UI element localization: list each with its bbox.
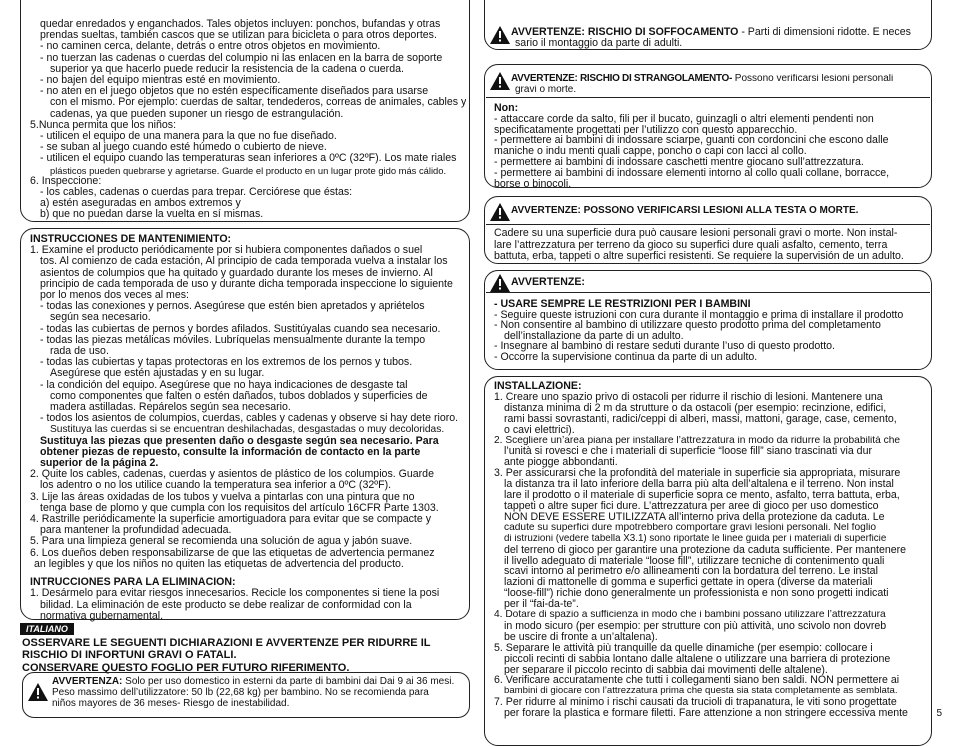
page-number: 5 [936, 708, 942, 719]
text-line: 2. Scegliere un’area piana per installare l’attrezzatura in modo da ridurre la probabilità che [494, 435, 901, 446]
text-line: lazioni di mattonelle di gomma e superfici gettate in opera (diverse da materiali [504, 577, 873, 589]
text-line: Sustituya las cuerdas si se encuentran deshilachadas, desgastadas o muy decoloridas. [50, 424, 445, 436]
warning-header-rule [486, 97, 930, 98]
text-line: - no tuerzan las cadenas o cuerdas del columpio ni las enlacen en la barra de soporte [40, 52, 443, 64]
text-line: per il “fai-da-te”. [504, 599, 579, 611]
text-line: tos. Al comienzo de cada estación, Al principio de cada temporada vuelva a instalar los [40, 256, 448, 268]
text-line: - no caminen cerca, delante, detrás o entre otros objetos en movimiento. [40, 41, 381, 53]
text-line: - utilicen el equipo de una manera para la que no fue diseñado. [40, 131, 337, 143]
text-line: - Non consentire al bambino di utilizzare questo prodotto prima del completamento [494, 320, 881, 331]
text-line: bilidad. La eliminación de este producto se debe realizar de conformidad con la [40, 599, 412, 611]
text-line: - utilicen el equipo cuando las temperaturas sean inferiores a 0ºC (32ºF). Los mate riales [40, 153, 457, 165]
text-line: bambini di giocare con l’attrezzatura prima che questa sia stata completamente as semblata. [504, 686, 898, 697]
text-line: borse o binocoli. [494, 178, 572, 190]
text-line: - Seguire queste istruzioni con cura durante il montaggio e prima di installare il prodotto [494, 309, 904, 321]
strangulation-list [494, 103, 928, 189]
text-line: 1. Examine el producto periódicamente por si hubiera componentes dañados o suel [30, 245, 423, 257]
text-line: per forare la plastica e formare filetti. Fare attenzione a non stringere eccessiva mente [504, 708, 908, 720]
text-line: - todas las conexiones y pernos. Asegúrese que estén bien apretados y apriételos [40, 301, 425, 313]
text-line: asientos de columpios que ha quitado y guardado durante los meses de invierno. Al [40, 267, 433, 279]
text-line: 6. Verificare accuratamente che tutti i collegamenti siano ben saldi. NON permettere ai [494, 675, 900, 687]
text-line: ante piogge abbondanti. [504, 457, 618, 469]
text-line: - todos los asientos de columpios, cuerdas, cables y cadenas y observe si hay dete rioro. [40, 413, 459, 425]
text-line: - todas las cubiertas y tapas protectoras en los extremos de los pernos y tubos. [40, 357, 413, 369]
text-line: superior ya que hacerlo puede reducir la resistencia de la cadena o cuerda. [50, 63, 404, 75]
text-line: Peso massimo dell’utilizzatore: 50 lb (22,68 kg) per bambino. No se recomienda para [52, 687, 429, 698]
text-line: distanza minima di 2 m da strutture o da ostacoli (per esempio: recinzione, edifici, [504, 402, 887, 414]
restraints-list [494, 299, 928, 363]
text-line: specificatamente progettati per l’utilizzo con questo apparecchio. [494, 124, 798, 136]
non-label: Non: [494, 103, 519, 114]
text-line: - Insegnare al bambino di restare seduti durante l’uso di questo prodotto. [494, 341, 835, 352]
text-line: 4. Dotare di spazio a sufficienza in modo che i bambini possano utilizzare l’attrezzatura [494, 610, 886, 621]
text-line: lare l’attrezzatura per terreno da gioco su superfici dure quali asfalto, cemento, terra [494, 239, 888, 251]
text-line: 3. Per assicurarsi che la profondità del materiale in superficie sia appropriata, misurare [494, 468, 901, 480]
restraints-subtitle: - USARE SEMPRE LE RESTRIZIONI PER I BAMBINI [494, 299, 751, 310]
head-injury-text [494, 228, 928, 263]
text-line: o cavi elettrici). [504, 424, 575, 436]
age-warning-title: AVVERTENZA: [52, 676, 123, 687]
text-line: la distanza tra il lato inferiore della barra più alta dell’altalena e il terreno. Non instal [504, 479, 894, 491]
warning-head-injury-title: AVVERTENZE: POSSONO VERIFICARSI LESIONI ALLA TESTA O MORTE. [511, 205, 859, 216]
text-line: - permettere ai bambini di indossare caschetti mentre giocano sull’attrezzatura. [494, 156, 864, 168]
text-line: por lo menos dos veces al mes: [40, 290, 189, 302]
text-line: dell’installazione da parte di un adulto. [504, 330, 684, 342]
maintenance-section [30, 234, 466, 622]
observe-block [22, 637, 468, 674]
warning-restraints [511, 277, 929, 288]
text-line: niños mayores de 36 meses- Riesgo de inestabilidad. [52, 698, 290, 709]
text-line: Cadere su una superficie dura può causare lesioni personali gravi o morte. Non instal- [494, 228, 898, 239]
warning-choking-title: AVVERTENZE: RISCHIO DI SOFFOCAMENTO [511, 27, 739, 38]
text-line: - la condición del equipo. Asegúrese que no haya indicaciones de desgaste tal [40, 379, 408, 391]
installation-title: INSTALLAZIONE: [494, 381, 582, 392]
text-line: maniche o indu menti quali cappe, poncho o capi con lacci al collo. [494, 146, 807, 157]
text-line: a) estén aseguradas en ambos extremos y [40, 198, 241, 210]
text-line: - no aten en el juego objetos que no estén específicamente diseñados para usarse [40, 86, 429, 98]
text-line: - los cables, cadenas o cuerdas para trepar. Cerciórese que éstas: [40, 187, 353, 199]
text-line: di istruzioni (vedere tabella X3.1) sono riportate le linee guida per i materiali di superficie [504, 533, 887, 544]
text-line: per separare il piccolo recinto di sabbia dai movimenti delle altalene). [504, 664, 828, 676]
text-line: - Occorre la supervisione continua da parte di un adulto. [494, 351, 758, 363]
warning-triangle-icon [490, 26, 510, 49]
text-line: Solo per uso domestico in esterni da parte di bambini dai Dai 9 ai 36 mesi. [122, 676, 455, 687]
text-line: cadute su superfici dure mpotrebbero comportare gravi lesioni personali. Nel foglio [504, 522, 877, 533]
text-line: - permettere ai bambini di indossare elementi intorno al collo quali collane, borracce, [494, 167, 890, 179]
warning-choking [511, 27, 929, 49]
text-line: superior de la página 2. [40, 458, 159, 470]
text-line: - todas las cubiertas de pernos y bordes afilados. Sustitúyalas cuando sea necesario. [40, 323, 441, 335]
text-line: in modo sicuro (per esempio: per strutture con più attività, uno scivolo non dovreb [504, 620, 887, 632]
text-line: “loose-fill”) richie dono generalmente un professionista e non sono progetti indicati [504, 588, 889, 600]
warning-header-rule [486, 292, 930, 293]
warning-strangulation [511, 74, 929, 95]
text-line: 1. Creare uno spazio privo di ostacoli per ridurre il rischio di lesioni. Mantenere una [494, 391, 883, 403]
text-line: como componentes que falten o estén dañados, tubos doblados y superficies de [50, 390, 428, 402]
text-line: los adentro o no los utilice cuando la temperatura sea inferior a 0ºC (32ºF). [40, 480, 392, 492]
text-line: RISCHIO DI INFORTUNI GRAVI O FATALI. [22, 649, 237, 662]
text-line: sario il montaggio da parte di adulti. [515, 38, 683, 50]
warning-head-injury [511, 205, 929, 216]
text-line: - permettere ai bambini di indossare sciarpe, guanti con cordoncini che escono dalle [494, 135, 889, 147]
text-line: - todas las piezas metálicas móviles. Lubríquelas mensualmente durante la tempo [40, 334, 426, 346]
text-line: 6. Los dueños deben responsabilizarse de que las etiquetas de advertencia permanez [30, 547, 435, 559]
text-line: Possono verificarsi lesioni personali [732, 74, 894, 84]
warning-strangulation-title: AVVERTENZE: RISCHIO DI STRANGOLAMENTO- [511, 74, 733, 84]
warning-triangle-icon [490, 203, 510, 226]
text-line: l’unità si rovesci e che i materiali di superficie “loose fill” siano trascinati via dur [504, 446, 872, 458]
age-warning-text [52, 676, 466, 709]
text-line: gravi o morte. [515, 84, 577, 95]
warning-triangle-icon [28, 683, 48, 706]
text-line: normativa gubernamental. [40, 610, 164, 622]
text-line: NON DEVE ESSERE UTILIZZATA all’interno priva della protezione da caduta. Le [504, 511, 885, 523]
text-line: piccoli recinti di sabbia lontano dalle altalene o utilizzare una barriera di protezione [504, 653, 891, 665]
elimination-title: INTRUCCIONES PARA LA ELIMINACIÓN: [30, 577, 236, 589]
text-line: 2. Quite los cables, cadenas, cuerdas y asientos de plástico de los columpios. Guarde [30, 469, 434, 481]
maintenance-title: INSTRUCCIONES DE MANTENIMIENTO: [30, 234, 232, 245]
text-line: b) que no puedan darse la vuelta en sí mismas. [40, 209, 264, 221]
text-line: OSSERVARE LE SEGUENTI DICHIARAZIONI E AVVERTENZE PER RIDURRE IL [22, 637, 431, 649]
text-line: - se suban al juego cuando esté húmedo o cubierto de nieve. [40, 142, 327, 154]
text-line: Asegúrese que estén ajustadas y en su lugar. [50, 368, 265, 380]
text-line: plásticos pueden quebrarse y agrietarse. Guarde el producto en un lugar prote gido más cálido. [50, 164, 447, 176]
warning-triangle-icon [490, 72, 510, 95]
text-line: 1. Desármelo para evitar riesgos innecesarios. Recicle los componentes si tiene la posi [30, 588, 440, 600]
text-line: CONSERVARE QUESTO FOGLIO PER FUTURO RIFERIMENTO. [22, 661, 350, 674]
text-line: 5. Separare le attività più tranquille da quelle dinamiche (per esempio: collocare i [494, 642, 873, 654]
text-line: del terreno di gioco per garantire una protezione da caduta sufficiente. Per mantenere [504, 544, 907, 556]
text-line: con el mismo. Por ejemplo: cuerdas de saltar, tendederos, correas de animales, cables y [50, 97, 466, 109]
text-line: il livello adeguato di materiale “loose fill”, utilizzare tecniche di contenimento quali [504, 555, 885, 567]
text-line: 5.Nunca permita que los niños: [30, 119, 177, 131]
text-line: 3. Lije las áreas oxidadas de los tubos y vuelva a pintarlas con una pintura que no [30, 491, 415, 503]
text-line: rada de uso. [50, 346, 109, 358]
text-line: tenga base de plomo y que cumpla con los requisitos del artículo 16CFR Parte 1303. [40, 502, 439, 514]
text-line: para mantener la profundidad adecuada. [40, 525, 232, 537]
warning-triangle-icon [490, 274, 510, 297]
text-line: lare il prodotto o il materiale di superficie sopra ce mento, asfalto, terra battuta, erba, [504, 490, 900, 501]
text-line: Sustituya las piezas que presenten daño o desgaste según sea necesario. Para [40, 435, 439, 447]
warning-header-rule [486, 224, 930, 225]
text-line: según sea necesario. [50, 312, 151, 324]
text-line: battuta, erba, tappeti o altre superfici resistenti. Se requiere la supervisión de un adulto. [494, 251, 904, 262]
text-line: be uscire di fronte a un’altalena). [504, 631, 658, 643]
text-line: 7. Per ridurre al minimo i rischi causati da trucioli di trapanatura, le viti sono progettate [494, 697, 897, 709]
text-line: prendas sueltas, también cascos que se utilizan para bicicleta o para otros deportes. [40, 30, 437, 42]
text-line: cadenas, ya que pueden suponer un riesgo de estrangulación. [50, 108, 344, 120]
text-line: an legibles y que los niños no quiten las etiquetas de advertencia del producto. [34, 558, 404, 570]
left-top-text [30, 19, 466, 221]
installation-section [494, 381, 928, 719]
text-line: tappeti o altre super fici dure. L’attrezzatura per aree di gioco per uso domestico [504, 500, 879, 512]
text-line: - Parti di dimensioni ridotte. È neces [738, 27, 911, 38]
text-line: 4. Rastrille periódicamente la superficie amortiguadora para evitar que se compacte y [30, 514, 432, 526]
text-line: rami bassi sovrastanti, radici/ceppi di alberi, massi, mattoni, garage, case, cemento, [504, 413, 897, 425]
text-line: - no bajen del equipo mientras esté en movimiento. [40, 75, 281, 87]
text-line: madera astilladas. Repárelos según sea necesario. [50, 402, 291, 414]
language-tab: ITALIANO [20, 623, 74, 635]
text-line: 6. Inspeccione: [30, 175, 102, 187]
text-line: quedar enredados y enganchados. Tales objetos incluyen: ponchos, bufandas y otras [40, 19, 441, 30]
text-line: - attaccare corde da salto, fili per il bucato, guinzagli o altri elementi pendenti non [494, 113, 874, 125]
text-line: principio de cada temporada de uso y durante dicha temporada inspeccione lo siguiente [40, 278, 453, 290]
text-line: obtener piezas de repuesto, consulte la información de contacto en la parte [40, 446, 421, 458]
text-line: 5. Para una limpieza general se recomienda una solución de agua y jabón suave. [30, 536, 413, 548]
warning-restraints-title: AVVERTENZE: [511, 277, 585, 288]
text-line: scavi intorno al perimetro e/o allineamenti con la bordatura del terreno. Le instal [504, 566, 878, 578]
